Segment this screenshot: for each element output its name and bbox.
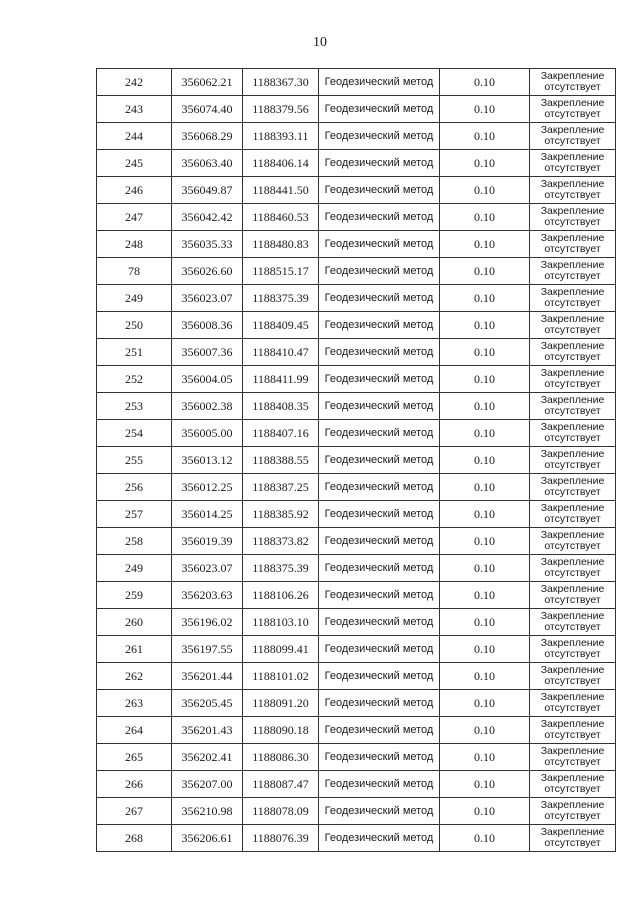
x-coordinate-cell: 356014.25 [172,501,243,528]
method-cell: Геодезический метод [319,123,440,150]
point-number-cell: 257 [97,501,172,528]
fixation-cell: Закрепление отсутствует [530,258,616,285]
table-row [97,285,616,312]
accuracy-cell: 0.10 [440,771,530,798]
y-coordinate-cell: 1188375.39 [243,555,319,582]
y-coordinate-cell: 1188515.17 [243,258,319,285]
x-coordinate-cell: 356202.41 [172,744,243,771]
accuracy-cell: 0.10 [440,744,530,771]
point-number-cell: 252 [97,366,172,393]
accuracy-cell: 0.10 [440,150,530,177]
point-number-cell: 267 [97,798,172,825]
method-cell: Геодезический метод [319,366,440,393]
point-number-cell: 259 [97,582,172,609]
point-number-cell: 244 [97,123,172,150]
method-cell: Геодезический метод [319,636,440,663]
point-number-cell: 265 [97,744,172,771]
point-number-cell: 263 [97,690,172,717]
point-number-cell: 258 [97,528,172,555]
accuracy-cell: 0.10 [440,528,530,555]
method-cell: Геодезический метод [319,393,440,420]
y-coordinate-cell: 1188106.26 [243,582,319,609]
method-cell: Геодезический метод [319,663,440,690]
accuracy-cell: 0.10 [440,663,530,690]
y-coordinate-cell: 1188388.55 [243,447,319,474]
point-number-cell: 247 [97,204,172,231]
point-number-cell: 246 [97,177,172,204]
fixation-cell: Закрепление отсутствует [530,744,616,771]
fixation-cell: Закрепление отсутствует [530,96,616,123]
x-coordinate-cell: 356049.87 [172,177,243,204]
point-number-cell: 242 [97,69,172,96]
y-coordinate-cell: 1188407.16 [243,420,319,447]
accuracy-cell: 0.10 [440,717,530,744]
x-coordinate-cell: 356203.63 [172,582,243,609]
method-cell: Геодезический метод [319,96,440,123]
y-coordinate-cell: 1188409.45 [243,312,319,339]
method-cell: Геодезический метод [319,609,440,636]
accuracy-cell: 0.10 [440,393,530,420]
point-number-cell: 262 [97,663,172,690]
fixation-cell: Закрепление отсутствует [530,150,616,177]
x-coordinate-cell: 356062.21 [172,69,243,96]
accuracy-cell: 0.10 [440,123,530,150]
table-row [97,231,616,258]
fixation-cell: Закрепление отсутствует [530,339,616,366]
table-row [97,744,616,771]
fixation-cell: Закрепление отсутствует [530,285,616,312]
method-cell: Геодезический метод [319,690,440,717]
point-number-cell: 256 [97,474,172,501]
fixation-cell: Закрепление отсутствует [530,771,616,798]
table-row [97,528,616,555]
accuracy-cell: 0.10 [440,474,530,501]
table-row [97,312,616,339]
point-number-cell: 264 [97,717,172,744]
x-coordinate-cell: 356206.61 [172,825,243,852]
accuracy-cell: 0.10 [440,420,530,447]
accuracy-cell: 0.10 [440,555,530,582]
fixation-cell: Закрепление отсутствует [530,177,616,204]
method-cell: Геодезический метод [319,717,440,744]
x-coordinate-cell: 356002.38 [172,393,243,420]
fixation-cell: Закрепление отсутствует [530,69,616,96]
method-cell: Геодезический метод [319,177,440,204]
y-coordinate-cell: 1188410.47 [243,339,319,366]
y-coordinate-cell: 1188099.41 [243,636,319,663]
accuracy-cell: 0.10 [440,636,530,663]
fixation-cell: Закрепление отсутствует [530,501,616,528]
fixation-cell: Закрепление отсутствует [530,447,616,474]
accuracy-cell: 0.10 [440,339,530,366]
y-coordinate-cell: 1188460.53 [243,204,319,231]
method-cell: Геодезический метод [319,474,440,501]
x-coordinate-cell: 356196.02 [172,609,243,636]
table-row [97,69,616,96]
accuracy-cell: 0.10 [440,501,530,528]
table-row [97,825,616,852]
accuracy-cell: 0.10 [440,312,530,339]
fixation-cell: Закрепление отсутствует [530,393,616,420]
y-coordinate-cell: 1188103.10 [243,609,319,636]
accuracy-cell: 0.10 [440,96,530,123]
y-coordinate-cell: 1188385.92 [243,501,319,528]
fixation-cell: Закрепление отсутствует [530,123,616,150]
point-number-cell: 266 [97,771,172,798]
fixation-cell: Закрепление отсутствует [530,231,616,258]
accuracy-cell: 0.10 [440,825,530,852]
table-row [97,150,616,177]
point-number-cell: 251 [97,339,172,366]
x-coordinate-cell: 356023.07 [172,555,243,582]
point-number-cell: 243 [97,96,172,123]
point-number-cell: 249 [97,285,172,312]
accuracy-cell: 0.10 [440,582,530,609]
y-coordinate-cell: 1188393.11 [243,123,319,150]
point-number-cell: 268 [97,825,172,852]
accuracy-cell: 0.10 [440,447,530,474]
method-cell: Геодезический метод [319,312,440,339]
x-coordinate-cell: 356004.05 [172,366,243,393]
y-coordinate-cell: 1188411.99 [243,366,319,393]
x-coordinate-cell: 356026.60 [172,258,243,285]
fixation-cell: Закрепление отсутствует [530,690,616,717]
fixation-cell: Закрепление отсутствует [530,366,616,393]
accuracy-cell: 0.10 [440,231,530,258]
method-cell: Геодезический метод [319,204,440,231]
table-row [97,258,616,285]
point-number-cell: 260 [97,609,172,636]
y-coordinate-cell: 1188379.56 [243,96,319,123]
x-coordinate-cell: 356201.43 [172,717,243,744]
accuracy-cell: 0.10 [440,798,530,825]
method-cell: Геодезический метод [319,744,440,771]
fixation-cell: Закрепление отсутствует [530,474,616,501]
point-number-cell: 248 [97,231,172,258]
method-cell: Геодезический метод [319,582,440,609]
point-number-cell: 255 [97,447,172,474]
method-cell: Геодезический метод [319,258,440,285]
x-coordinate-cell: 356012.25 [172,474,243,501]
method-cell: Геодезический метод [319,447,440,474]
x-coordinate-cell: 356074.40 [172,96,243,123]
x-coordinate-cell: 356007.36 [172,339,243,366]
method-cell: Геодезический метод [319,798,440,825]
x-coordinate-cell: 356019.39 [172,528,243,555]
x-coordinate-cell: 356063.40 [172,150,243,177]
method-cell: Геодезический метод [319,150,440,177]
table-row [97,123,616,150]
table-row [97,366,616,393]
y-coordinate-cell: 1188078.09 [243,798,319,825]
accuracy-cell: 0.10 [440,285,530,312]
y-coordinate-cell: 1188375.39 [243,285,319,312]
table-row [97,582,616,609]
table-row [97,636,616,663]
y-coordinate-cell: 1188480.83 [243,231,319,258]
fixation-cell: Закрепление отсутствует [530,555,616,582]
fixation-cell: Закрепление отсутствует [530,204,616,231]
method-cell: Геодезический метод [319,555,440,582]
method-cell: Геодезический метод [319,771,440,798]
fixation-cell: Закрепление отсутствует [530,663,616,690]
fixation-cell: Закрепление отсутствует [530,636,616,663]
y-coordinate-cell: 1188101.02 [243,663,319,690]
table-row [97,96,616,123]
fixation-cell: Закрепление отсутствует [530,717,616,744]
table-row [97,609,616,636]
x-coordinate-cell: 356035.33 [172,231,243,258]
table-row [97,393,616,420]
point-number-cell: 253 [97,393,172,420]
x-coordinate-cell: 356197.55 [172,636,243,663]
point-number-cell: 250 [97,312,172,339]
fixation-cell: Закрепление отсутствует [530,825,616,852]
x-coordinate-cell: 356207.00 [172,771,243,798]
accuracy-cell: 0.10 [440,609,530,636]
method-cell: Геодезический метод [319,420,440,447]
point-number-cell: 245 [97,150,172,177]
accuracy-cell: 0.10 [440,204,530,231]
coordinates-table-body [97,69,616,852]
method-cell: Геодезический метод [319,528,440,555]
y-coordinate-cell: 1188406.14 [243,150,319,177]
x-coordinate-cell: 356042.42 [172,204,243,231]
table-row [97,771,616,798]
method-cell: Геодезический метод [319,501,440,528]
table-row [97,474,616,501]
y-coordinate-cell: 1188076.39 [243,825,319,852]
y-coordinate-cell: 1188373.82 [243,528,319,555]
fixation-cell: Закрепление отсутствует [530,312,616,339]
coordinates-table [96,68,616,852]
x-coordinate-cell: 356210.98 [172,798,243,825]
x-coordinate-cell: 356205.45 [172,690,243,717]
table-row [97,555,616,582]
method-cell: Геодезический метод [319,339,440,366]
x-coordinate-cell: 356201.44 [172,663,243,690]
method-cell: Геодезический метод [319,231,440,258]
fixation-cell: Закрепление отсутствует [530,798,616,825]
y-coordinate-cell: 1188441.50 [243,177,319,204]
method-cell: Геодезический метод [319,69,440,96]
y-coordinate-cell: 1188090.18 [243,717,319,744]
fixation-cell: Закрепление отсутствует [530,528,616,555]
y-coordinate-cell: 1188087.47 [243,771,319,798]
x-coordinate-cell: 356008.36 [172,312,243,339]
table-row [97,177,616,204]
fixation-cell: Закрепление отсутствует [530,420,616,447]
y-coordinate-cell: 1188091.20 [243,690,319,717]
x-coordinate-cell: 356023.07 [172,285,243,312]
x-coordinate-cell: 356013.12 [172,447,243,474]
point-number-cell: 254 [97,420,172,447]
y-coordinate-cell: 1188408.35 [243,393,319,420]
method-cell: Геодезический метод [319,285,440,312]
accuracy-cell: 0.10 [440,690,530,717]
y-coordinate-cell: 1188086.30 [243,744,319,771]
fixation-cell: Закрепление отсутствует [530,582,616,609]
accuracy-cell: 0.10 [440,366,530,393]
x-coordinate-cell: 356005.00 [172,420,243,447]
point-number-cell: 261 [97,636,172,663]
table-row [97,717,616,744]
point-number-cell: 249 [97,555,172,582]
table-row [97,690,616,717]
table-row [97,420,616,447]
accuracy-cell: 0.10 [440,177,530,204]
table-row [97,798,616,825]
table-row [97,663,616,690]
table-row [97,501,616,528]
accuracy-cell: 0.10 [440,69,530,96]
point-number-cell: 78 [97,258,172,285]
page-number: 10 [313,35,327,50]
y-coordinate-cell: 1188367.30 [243,69,319,96]
x-coordinate-cell: 356068.29 [172,123,243,150]
fixation-cell: Закрепление отсутствует [530,609,616,636]
table-row [97,339,616,366]
table-row [97,204,616,231]
method-cell: Геодезический метод [319,825,440,852]
y-coordinate-cell: 1188387.25 [243,474,319,501]
accuracy-cell: 0.10 [440,258,530,285]
table-row [97,447,616,474]
